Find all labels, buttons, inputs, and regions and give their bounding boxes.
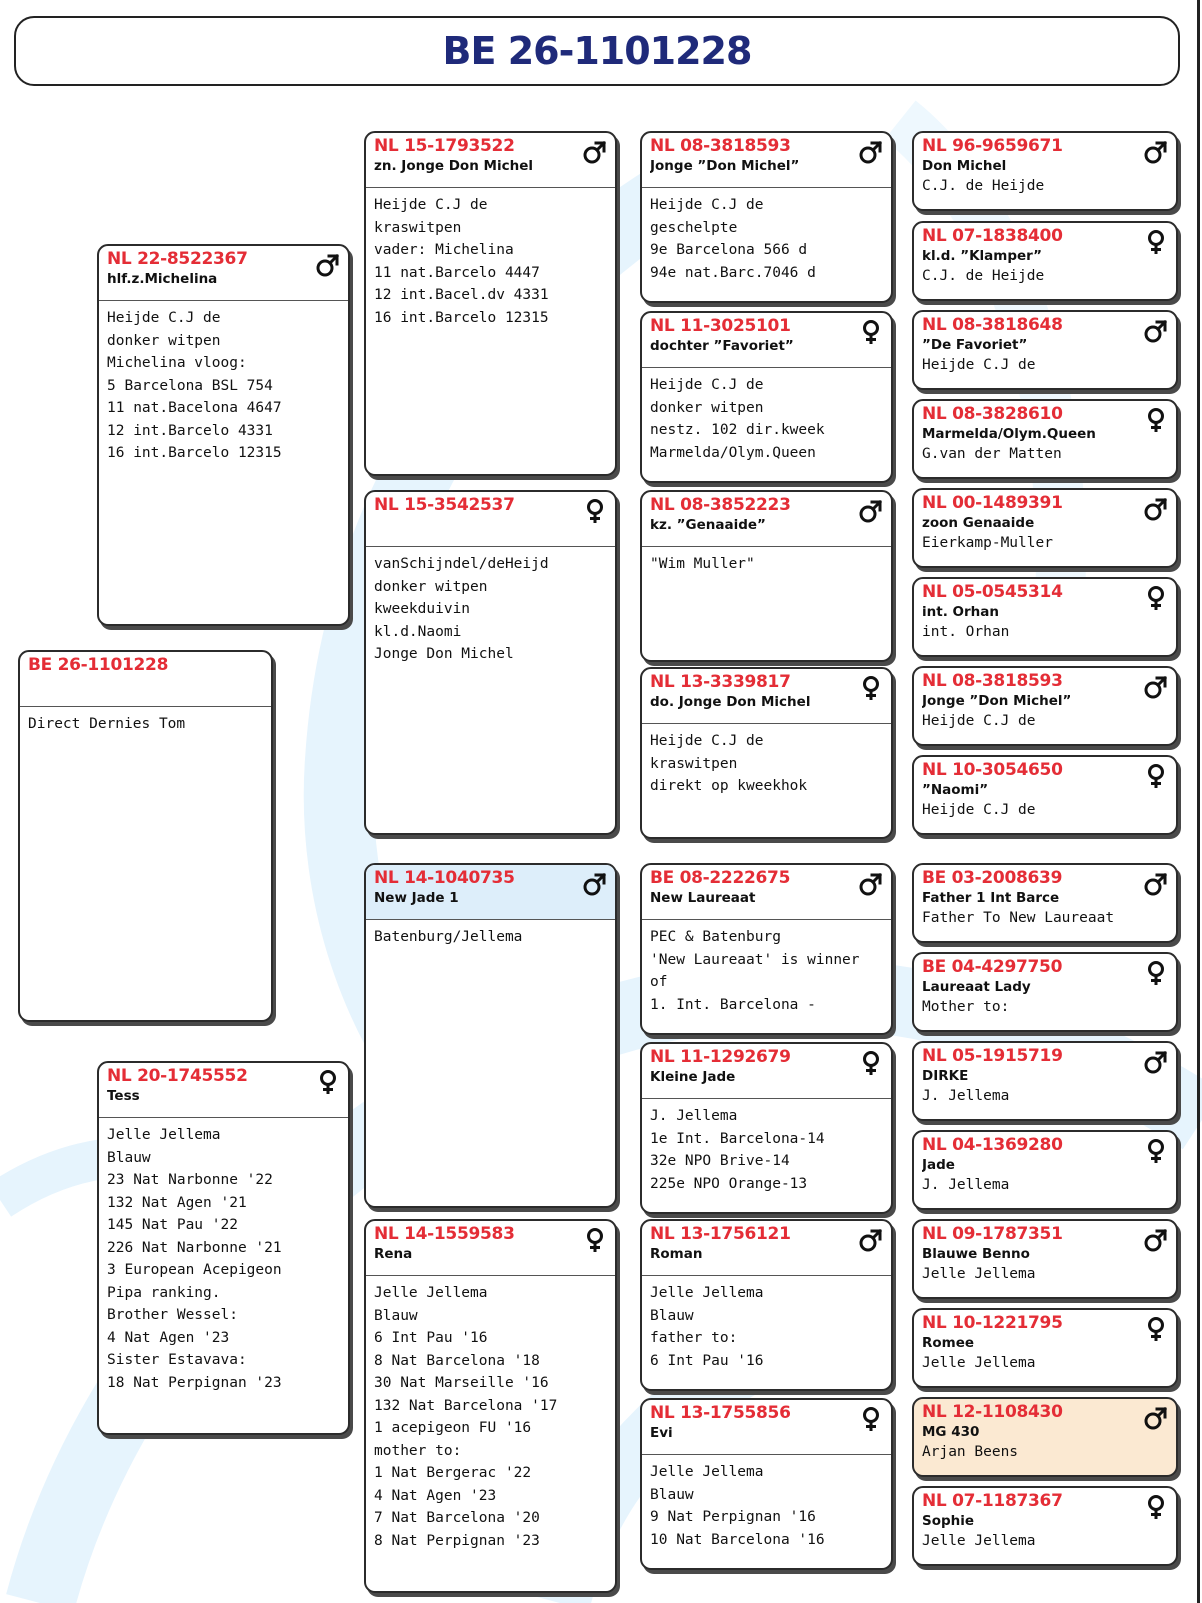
pigeon-card[interactable] xyxy=(912,1397,1178,1477)
card-details xyxy=(914,1264,1176,1284)
ring-number: NL 13-3339817 xyxy=(650,672,791,692)
page-frame-right xyxy=(1197,0,1200,1603)
pigeon-card[interactable] xyxy=(364,490,617,835)
card-header xyxy=(642,669,891,724)
card-header xyxy=(642,492,891,547)
pigeon-card[interactable] xyxy=(640,1398,893,1570)
pigeon-name: Evi xyxy=(650,1425,673,1441)
male-symbol-icon xyxy=(315,252,341,278)
female-symbol-icon xyxy=(858,1050,884,1076)
ring-number: NL 12-1108430 xyxy=(922,1402,1063,1422)
detail-line: PEC & Batenburg xyxy=(650,929,781,945)
detail-line: 11 nat.Barcelo 4447 xyxy=(374,264,540,281)
card-header xyxy=(914,1221,1176,1264)
card-details xyxy=(914,176,1176,196)
detail-line: Brother Wessel: xyxy=(107,1307,238,1323)
detail-line: Jonge Don Michel xyxy=(374,646,514,662)
detail-line: 6 Int Pau '16 xyxy=(374,1330,488,1346)
pigeon-name: New Jade 1 xyxy=(374,890,459,906)
detail-line: Arjan Beens xyxy=(922,1444,1019,1460)
ring-number: NL 08-3828610 xyxy=(922,404,1063,424)
female-symbol-icon xyxy=(582,1227,608,1253)
card-details xyxy=(914,1442,1176,1462)
pigeon-name: Sophie xyxy=(922,1513,975,1529)
detail-line: 9e Barcelona 566 d xyxy=(650,242,808,258)
detail-line: donker witpen xyxy=(374,578,488,595)
female-symbol-icon xyxy=(1143,407,1169,433)
pigeon-card[interactable] xyxy=(364,131,617,476)
ring-number: NL 14-1559583 xyxy=(374,1224,515,1244)
ring-number: BE 03-2008639 xyxy=(922,868,1063,888)
detail-line: 1. Int. Barcelona - xyxy=(650,996,816,1013)
pigeon-name: New Laureaat xyxy=(650,890,756,906)
card-header xyxy=(914,1488,1176,1531)
detail-line: 9 Nat Perpignan '16 xyxy=(650,1509,816,1525)
card-header xyxy=(642,313,891,368)
pigeon-name: dochter ”Favoriet” xyxy=(650,338,794,354)
card-details xyxy=(642,724,891,802)
pigeon-card[interactable] xyxy=(912,1308,1178,1388)
female-symbol-icon xyxy=(1143,229,1169,255)
detail-line: Sister Estavava: xyxy=(107,1352,247,1368)
pigeon-card[interactable] xyxy=(640,1219,893,1391)
detail-line: 32e NPO Brive-14 xyxy=(650,1153,790,1169)
card-details xyxy=(642,547,891,580)
card-details xyxy=(914,997,1176,1017)
ring-number: NL 08-3818648 xyxy=(922,315,1063,335)
card-header xyxy=(914,133,1176,176)
pigeon-name: Kleine Jade xyxy=(650,1069,736,1085)
detail-line: 1 acepigeon FU '16 xyxy=(374,1420,532,1436)
detail-line: father to: xyxy=(650,1330,738,1346)
male-symbol-icon xyxy=(1143,1049,1169,1075)
detail-line: 'New Laureaat' is winner xyxy=(650,951,860,968)
card-header xyxy=(914,1310,1176,1353)
card-details xyxy=(99,301,348,469)
pigeon-name: kl.d. ”Klamper” xyxy=(922,248,1042,264)
card-header xyxy=(914,490,1176,533)
card-details xyxy=(914,1353,1176,1373)
pigeon-card[interactable] xyxy=(97,244,350,626)
pigeon-name: do. Jonge Don Michel xyxy=(650,694,811,710)
ring-number: NL 08-3818593 xyxy=(922,671,1063,691)
pigeon-name: int. Orhan xyxy=(922,604,999,620)
pigeon-name: Laureaat Lady xyxy=(922,979,1031,995)
detail-line: Mother to: xyxy=(922,999,1010,1015)
ring-number: BE 04-4297750 xyxy=(922,957,1063,977)
pigeon-card[interactable] xyxy=(912,1219,1178,1299)
card-header xyxy=(914,579,1176,622)
pigeon-name: Tess xyxy=(107,1088,140,1104)
pigeon-name: zn. Jonge Don Michel xyxy=(374,158,533,174)
detail-line: 4 Nat Agen '23 xyxy=(107,1329,230,1346)
card-details xyxy=(642,1455,891,1555)
card-details xyxy=(914,711,1176,731)
ring-number: NL 08-3852223 xyxy=(650,495,791,515)
female-symbol-icon xyxy=(1143,960,1169,986)
pigeon-card[interactable] xyxy=(640,863,893,1035)
detail-line: 5 Barcelona BSL 754 xyxy=(107,377,273,394)
card-details xyxy=(914,800,1176,820)
detail-line: of xyxy=(650,974,668,990)
ring-number: NL 09-1787351 xyxy=(922,1224,1063,1244)
card-details xyxy=(99,1118,348,1398)
pigeon-name: MG 430 xyxy=(922,1424,980,1440)
detail-line: 16 int.Barcelo 12315 xyxy=(107,445,282,461)
detail-line: 30 Nat Marseille '16 xyxy=(374,1375,549,1391)
male-symbol-icon xyxy=(858,139,884,165)
detail-line: C.J. de Heijde xyxy=(922,178,1045,194)
detail-line: Heijde C.J de xyxy=(922,713,1036,729)
detail-line: 3 European Acepigeon xyxy=(107,1262,282,1278)
detail-line: Heijde C.J de xyxy=(107,310,221,326)
pigeon-name: Marmelda/Olym.Queen xyxy=(922,426,1096,442)
ring-number: NL 05-0545314 xyxy=(922,582,1063,602)
detail-line: Father To New Laureaat xyxy=(922,910,1115,926)
detail-line: 12 int.Barcelo 4331 xyxy=(107,422,273,439)
detail-line: Jelle Jellema xyxy=(374,1285,488,1301)
pigeon-name: Jade xyxy=(922,1157,955,1173)
card-header xyxy=(914,1399,1176,1442)
detail-line: nestz. 102 dir.kweek xyxy=(650,422,825,438)
pigeon-name: ”Naomi” xyxy=(922,782,989,798)
female-symbol-icon xyxy=(858,1406,884,1432)
detail-line: Blauw xyxy=(107,1149,151,1166)
detail-line: Batenburg/Jellema xyxy=(374,929,523,945)
ring-number: NL 11-1292679 xyxy=(650,1047,791,1067)
card-details xyxy=(642,920,891,1020)
ring-number: NL 22-8522367 xyxy=(107,249,248,269)
ring-number: NL 07-1187367 xyxy=(922,1491,1063,1511)
detail-line: 94e nat.Barc.7046 d xyxy=(650,264,816,281)
male-symbol-icon xyxy=(1143,1405,1169,1431)
detail-line: 132 Nat Agen '21 xyxy=(107,1194,247,1211)
pigeon-name: Rena xyxy=(374,1246,413,1262)
detail-line: G.van der Matten xyxy=(922,446,1062,462)
pigeon-card[interactable] xyxy=(640,311,893,483)
detail-line: int. Orhan xyxy=(922,624,1010,640)
ring-number: NL 10-1221795 xyxy=(922,1313,1063,1333)
ring-number: NL 13-1755856 xyxy=(650,1403,791,1423)
pigeon-name: DIRKE xyxy=(922,1068,969,1084)
male-symbol-icon xyxy=(1143,318,1169,344)
pigeon-card[interactable] xyxy=(640,131,893,303)
pigeon-card[interactable] xyxy=(97,1061,350,1435)
card-header xyxy=(914,401,1176,444)
pigeon-card[interactable] xyxy=(912,952,1178,1032)
detail-line: "Wim Muller" xyxy=(650,556,755,572)
detail-line: 145 Nat Pau '22 xyxy=(107,1217,238,1233)
detail-line: 132 Nat Barcelona '17 xyxy=(374,1397,558,1414)
detail-line: kraswitpen xyxy=(374,219,462,236)
detail-line: Heijde C.J de xyxy=(374,197,488,213)
ring-number: NL 10-3054650 xyxy=(922,760,1063,780)
detail-line: 8 Nat Barcelona '18 xyxy=(374,1352,540,1369)
card-details xyxy=(914,1531,1176,1551)
detail-line: 7 Nat Barcelona '20 xyxy=(374,1510,540,1526)
male-symbol-icon xyxy=(1143,674,1169,700)
card-header xyxy=(642,865,891,920)
ring-number: BE 26-1101228 xyxy=(28,655,169,675)
ring-number: BE 08-2222675 xyxy=(650,868,791,888)
ring-number: NL 07-1838400 xyxy=(922,226,1063,246)
card-details xyxy=(366,920,615,953)
card-details xyxy=(366,188,615,333)
detail-line: vanSchijndel/deHeijd xyxy=(374,556,549,572)
card-header xyxy=(20,652,271,707)
card-details xyxy=(914,266,1176,286)
detail-line: 16 int.Barcelo 12315 xyxy=(374,309,549,326)
card-header xyxy=(99,1063,348,1118)
card-header xyxy=(914,312,1176,355)
female-symbol-icon xyxy=(858,319,884,345)
card-details xyxy=(642,1099,891,1199)
detail-line: Jelle Jellema xyxy=(107,1127,221,1143)
detail-line: mother to: xyxy=(374,1442,462,1459)
pigeon-name: ”De Favoriet” xyxy=(922,337,1028,353)
female-symbol-icon xyxy=(582,498,608,524)
card-header xyxy=(642,1221,891,1276)
detail-line: geschelpte xyxy=(650,219,738,236)
detail-line: J. Jellema xyxy=(650,1108,738,1124)
detail-line: Direct Dernies Tom xyxy=(28,716,186,732)
card-header xyxy=(366,1221,615,1276)
detail-line: Michelina vloog: xyxy=(107,355,247,371)
card-details xyxy=(914,1175,1176,1195)
card-header xyxy=(99,246,348,301)
female-symbol-icon xyxy=(1143,1138,1169,1164)
detail-line: kl.d.Naomi xyxy=(374,623,462,640)
pigeon-name: hlf.z.Michelina xyxy=(107,271,218,287)
page-title: BE 26-1101228 xyxy=(442,29,752,73)
detail-line: 8 Nat Perpignan '23 xyxy=(374,1532,540,1549)
pigeon-card[interactable] xyxy=(18,650,273,1022)
detail-line: 1 Nat Bergerac '22 xyxy=(374,1465,532,1481)
male-symbol-icon xyxy=(1143,496,1169,522)
pigeon-card[interactable] xyxy=(912,399,1178,479)
card-header xyxy=(914,223,1176,266)
card-details xyxy=(914,533,1176,553)
detail-line: vader: Michelina xyxy=(374,242,514,258)
detail-line: Blauw xyxy=(650,1486,694,1503)
card-header xyxy=(642,1400,891,1455)
card-details xyxy=(914,1086,1176,1106)
card-header xyxy=(366,133,615,188)
card-header xyxy=(642,133,891,188)
pigeon-card[interactable] xyxy=(912,1486,1178,1566)
ring-number: NL 15-3542537 xyxy=(374,495,515,515)
detail-line: 1e Int. Barcelona-14 xyxy=(650,1130,825,1147)
detail-line: C.J. de Heijde xyxy=(922,268,1045,284)
pigeon-card[interactable] xyxy=(912,755,1178,835)
pigeon-name: Jonge ”Don Michel” xyxy=(922,693,1072,709)
male-symbol-icon xyxy=(1143,871,1169,897)
male-symbol-icon xyxy=(858,1227,884,1253)
male-symbol-icon xyxy=(582,139,608,165)
detail-line: Jelle Jellema xyxy=(922,1266,1036,1282)
pigeon-card[interactable] xyxy=(912,221,1178,301)
male-symbol-icon xyxy=(1143,139,1169,165)
detail-line: 225e NPO Orange-13 xyxy=(650,1175,808,1192)
ring-number: NL 13-1756121 xyxy=(650,1224,791,1244)
card-details xyxy=(914,622,1176,642)
pigeon-name: Roman xyxy=(650,1246,703,1262)
detail-line: donker witpen xyxy=(107,332,221,349)
ring-number: NL 11-3025101 xyxy=(650,316,791,336)
detail-line: 4 Nat Agen '23 xyxy=(374,1487,497,1504)
card-details xyxy=(642,188,891,288)
pigeon-card[interactable] xyxy=(640,667,893,839)
pigeon-name: Romee xyxy=(922,1335,975,1351)
detail-line: 6 Int Pau '16 xyxy=(650,1352,764,1369)
card-details xyxy=(642,368,891,468)
detail-line: 226 Nat Narbonne '21 xyxy=(107,1239,282,1256)
female-symbol-icon xyxy=(858,675,884,701)
detail-line: Heijde C.J de xyxy=(650,197,764,213)
female-symbol-icon xyxy=(1143,1494,1169,1520)
detail-line: Heijde C.J de xyxy=(650,733,764,749)
title-bar xyxy=(14,16,1180,86)
detail-line: kweekduivin xyxy=(374,601,471,617)
ring-number: NL 00-1489391 xyxy=(922,493,1063,513)
pigeon-name: Jonge ”Don Michel” xyxy=(650,158,800,174)
card-header xyxy=(914,757,1176,800)
pigeon-name: Don Michel xyxy=(922,158,1007,174)
male-symbol-icon xyxy=(582,871,608,897)
ring-number: NL 15-1793522 xyxy=(374,136,515,156)
detail-line: Heijde C.J de xyxy=(922,357,1036,373)
detail-line: Jelle Jellema xyxy=(650,1464,764,1480)
detail-line: Marmelda/Olym.Queen xyxy=(650,444,816,461)
detail-line: Jelle Jellema xyxy=(650,1285,764,1301)
detail-line: 10 Nat Barcelona '16 xyxy=(650,1531,825,1548)
card-header xyxy=(914,1132,1176,1175)
pigeon-card[interactable] xyxy=(364,1219,617,1593)
detail-line: 12 int.Bacel.dv 4331 xyxy=(374,287,549,303)
pigeon-card[interactable] xyxy=(640,490,893,662)
ring-number: NL 04-1369280 xyxy=(922,1135,1063,1155)
card-details xyxy=(914,444,1176,464)
ring-number: NL 14-1040735 xyxy=(374,868,515,888)
card-details xyxy=(20,707,271,740)
pigeon-card[interactable] xyxy=(912,488,1178,568)
detail-line: Jelle Jellema xyxy=(922,1355,1036,1371)
detail-line: Heijde C.J de xyxy=(922,802,1036,818)
female-symbol-icon xyxy=(315,1069,341,1095)
detail-line: kraswitpen xyxy=(650,755,738,772)
detail-line: 23 Nat Narbonne '22 xyxy=(107,1172,273,1188)
ring-number: NL 96-9659671 xyxy=(922,136,1063,156)
card-header xyxy=(914,865,1176,908)
detail-line: direkt op kweekhok xyxy=(650,778,808,794)
male-symbol-icon xyxy=(858,871,884,897)
card-details xyxy=(366,547,615,670)
pigeon-name: zoon Genaaide xyxy=(922,515,1035,531)
pigeon-card[interactable] xyxy=(640,1042,893,1214)
card-header xyxy=(366,865,615,920)
detail-line: Blauw xyxy=(374,1307,418,1324)
pigeon-card[interactable] xyxy=(912,131,1178,211)
pigeon-card[interactable] xyxy=(364,863,617,1208)
ring-number: NL 20-1745552 xyxy=(107,1066,248,1086)
card-details xyxy=(642,1276,891,1376)
card-details xyxy=(366,1276,615,1556)
pigeon-name: Father 1 Int Barce xyxy=(922,890,1060,906)
card-details xyxy=(914,908,1176,928)
detail-line: 18 Nat Perpignan '23 xyxy=(107,1374,282,1391)
male-symbol-icon xyxy=(858,498,884,524)
card-details xyxy=(914,355,1176,375)
female-symbol-icon xyxy=(1143,1316,1169,1342)
detail-line: J. Jellema xyxy=(922,1177,1010,1193)
card-header xyxy=(642,1044,891,1099)
detail-line: Heijde C.J de xyxy=(650,377,764,393)
pigeon-card[interactable] xyxy=(912,1130,1178,1210)
female-symbol-icon xyxy=(1143,585,1169,611)
detail-line: Eierkamp-Muller xyxy=(922,535,1053,551)
female-symbol-icon xyxy=(1143,763,1169,789)
pigeon-name: Blauwe Benno xyxy=(922,1246,1030,1262)
card-header xyxy=(914,668,1176,711)
ring-number: NL 05-1915719 xyxy=(922,1046,1063,1066)
pigeon-card[interactable] xyxy=(912,666,1178,746)
pigeon-card[interactable] xyxy=(912,310,1178,390)
pigeon-card[interactable] xyxy=(912,577,1178,657)
detail-line: Pipa ranking. xyxy=(107,1284,221,1301)
pigeon-card[interactable] xyxy=(912,863,1178,943)
pigeon-name: kz. ”Genaaide” xyxy=(650,517,766,533)
detail-line: Jelle Jellema xyxy=(922,1533,1036,1549)
card-header xyxy=(914,1043,1176,1086)
male-symbol-icon xyxy=(1143,1227,1169,1253)
detail-line: Blauw xyxy=(650,1307,694,1324)
ring-number: NL 08-3818593 xyxy=(650,136,791,156)
detail-line: donker witpen xyxy=(650,399,764,416)
card-header xyxy=(914,954,1176,997)
pigeon-card[interactable] xyxy=(912,1041,1178,1121)
card-header xyxy=(366,492,615,547)
detail-line: 11 nat.Bacelona 4647 xyxy=(107,400,282,416)
detail-line: J. Jellema xyxy=(922,1088,1010,1104)
